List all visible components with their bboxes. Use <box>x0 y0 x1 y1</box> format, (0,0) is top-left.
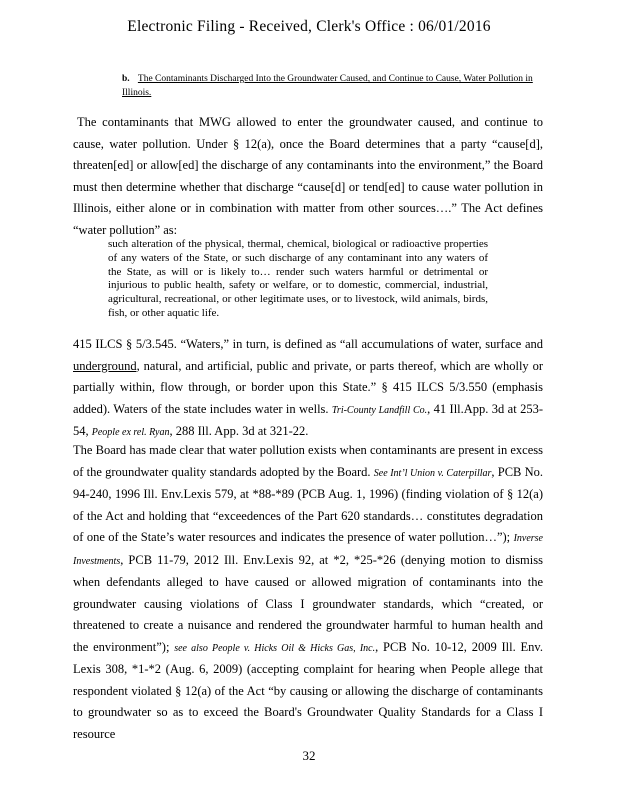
page-number: 32 <box>302 748 316 763</box>
paragraph-text: , 41 Ill.App. 3d at 253-54, <box>73 401 543 438</box>
filing-header: Electronic Filing - Received, Clerk's Office : 06/01/2016 <box>127 18 491 35</box>
paragraph-text: , PCB 11-79, 2012 Ill. Env.Lexis 92, at *2, *25-*26 (denying motion to dismiss when defendants alleged to have caused or allowed migration of contaminants into the groundwater causing violations of Class I groundwater standards, which “created, or threatened to create a nuisance and rendered the groundwater harmful to human health and the environment”); <box>73 552 543 654</box>
paragraph-text: natural, and artificial, public and private, or parts thereof, which are wholly or partially within, flow through, or border upon this State.” § 415 ILCS 5/3.550 (emphasis added). Waters of the state includes water in wells. <box>73 358 543 416</box>
quote-text: such alteration of the physical, thermal, chemical, biological or radioactive properties of any waters of the State, or such discharge of any contaminant into any waters of the State, as will or is likely to… render such waters harmful or detrimental or injurious to public health, safety or welfare, or to domestic, commercial, industrial, agricultural, recreational, or other legitimate uses, or to livestock, wild animals, birds, fish, or other aquatic life. <box>108 238 488 319</box>
section-title: The Contaminants Discharged Into the Groundwater Caused, and Continue to Cause, Water Pollution in Illinois. <box>122 74 533 98</box>
case-citation: People ex rel. Ryan <box>91 427 170 438</box>
emphasized-word: underground, <box>73 358 140 373</box>
section-label: b. <box>122 74 130 84</box>
paragraph-text: The Board has made clear that water pollution exists when contaminants are present in excess of the groundwater quality standards adopted by the Board. <box>73 443 543 479</box>
paragraph-text: The contaminants that MWG allowed to enter the groundwater caused, and continue to cause, water pollution. Under § 12(a), once the Board determines that a party “cause[d], threaten[ed] or allow[ed] the discharge of any contaminants into the environment,” the Board must then determine whether that discharge “cause[d] or tend[ed] to cause water pollution in Illinois, either alone or in combination with matter from other sources….” The Act defines “water pollution” as: <box>73 115 543 237</box>
paragraph-text: , 288 Ill. App. 3d at 321-22. <box>169 424 309 438</box>
paragraph-text: 415 ILCS § 5/3.545. “Waters,” in turn, is defined as “all accumulations of water, surface and <box>73 337 543 351</box>
paragraph-text: , PCB No. 10-12, 2009 Ill. Env. Lexis 308, *1-*2 (Aug. 6, 2009) (accepting complaint for hearing when People allege that respondent violated § 12(a) of the Act “by causing or allowing the discharge of contaminants to groundwater so as to exceed the Board's Groundwater Quality Standards for a Class I resource <box>73 639 543 741</box>
case-citation: see also People v. Hicks Oil & Hicks Gas, Inc. <box>174 642 376 654</box>
section-heading <box>122 72 542 100</box>
paragraph-text: , PCB No. 94-240, 1996 Ill. Env.Lexis 579, at *88-*89 (PCB Aug. 1, 1996) (finding violation of § 12(a) of the Act and holding that “exceedences of the Part 620 standards… constitutes degradation of one of the State’s water resources and indicates the presence of water pollution…”); <box>73 464 544 544</box>
case-citation: Tri-County Landfill Co. <box>331 404 428 416</box>
body-paragraph-3 <box>73 440 543 745</box>
block-quote <box>108 238 488 321</box>
body-paragraph-1 <box>73 112 543 241</box>
case-citation: Inverse Investments <box>73 533 543 567</box>
case-citation: See Int’l Union v. Caterpillar <box>373 467 492 479</box>
body-paragraph-2 <box>73 334 543 444</box>
